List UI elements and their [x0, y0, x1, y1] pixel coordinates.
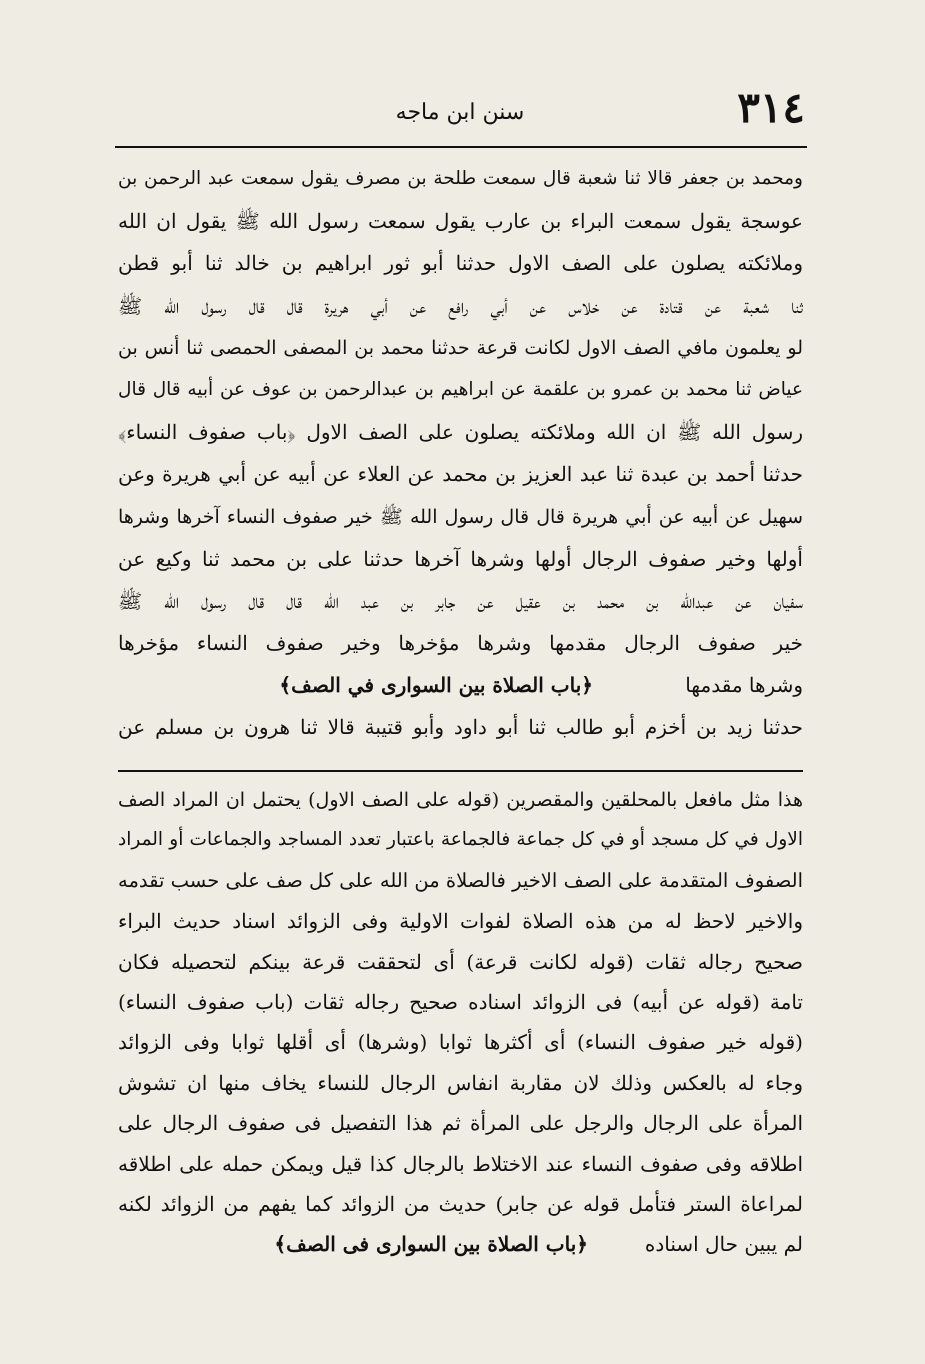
commentary-line: (قوله خير صفوف النساء) أى أكثرها ثوابا (وشرها) أى أقلها ثوابا وفى الزوائد	[118, 1030, 803, 1055]
commentary-line: المرأة على الرجال والرجل على المرأة ثم هذا التفصيل فى صفوف الرجال على	[118, 1111, 803, 1136]
commentary-line: الاول في كل مسجد أو في كل جماعة فالجماعة باعتبار تعدد المساجد والجماعات أو المراد	[118, 829, 803, 851]
main-line: ثنا شعبة عن قتادة عن خلاس عن أبي رافع عن أبي هريرة قال قال رسول الله ﷺ	[118, 293, 803, 318]
main-line: عوسجة يقول سمعت البراء بن عارب يقول سمعت رسول الله ﷺ يقول ان الله	[118, 209, 803, 234]
main-line: حدثنا أحمد بن عبدة ثنا عبد العزيز بن محمد عن العلاء عن أبيه عن أبي هريرة وعن	[118, 462, 803, 487]
main-line: وملائكته يصلون على الصف الاول حدثنا أبو ثور ابراهيم بن خالد ثنا أبو قطن	[118, 251, 803, 276]
chapter-heading: ﴿باب الصلاة بين السوارى في الصف﴾	[279, 673, 593, 698]
commentary-line: وجاء له بالعكس وذلك لان مقاربة انفاس الرجال للنساء يخاف منها ان تشوش	[118, 1070, 803, 1095]
main-line: سهيل عن أبيه عن أبي هريرة قال قال رسول الله ﷺ خير صفوف النساء آخرها وشرها	[118, 505, 803, 528]
main-line: خير صفوف الرجال مقدمها وشرها مؤخرها وخير صفوف النساء مؤخرها	[118, 631, 803, 656]
chapter-heading-line	[118, 664, 803, 706]
main-text	[118, 158, 803, 749]
commentary-line: اطلاقه وفى صفوف النساء عند الاختلاط بالرجال كذا قيل ويمكن حمله على اطلاقه	[118, 1151, 803, 1176]
commentary-chapter-heading: ﴿باب الصلاة بين السوارى فى الصف﴾	[274, 1232, 588, 1257]
commentary-heading-lead: لم يبين حال اسناده	[644, 1232, 803, 1257]
commentary-text	[118, 780, 803, 1265]
commentary-line: هذا مثل مافعل بالمحلقين والمقصرين (قوله على الصف الاول) يحتمل ان المراد الصف	[118, 789, 803, 811]
running-title: سنن ابن ماجه	[395, 100, 525, 125]
commentary-heading-line	[118, 1224, 803, 1264]
heading-lead-text: وشرها مقدمها	[685, 673, 803, 698]
commentary-line: والاخير لاحظ له من هذه الصلاة لفوات الاولية وفى الزوائد اسناد حديث البراء	[118, 909, 803, 934]
main-line: رسول الله ﷺ ان الله وملائكته يصلون على الصف الاول ﴿باب صفوف النساء﴾	[118, 420, 803, 445]
main-line: حدثنا زيد بن أخزم أبو طالب ثنا أبو داود وأبو قتيبة قالا ثنا هرون بن مسلم عن	[118, 715, 803, 740]
main-line: سفيان عن عبدالله بن محمد بن عقيل عن جابر بن عبد الله قال قال رسول الله ﷺ	[118, 588, 803, 613]
header-rule	[115, 146, 807, 148]
commentary-line: لمراعاة الستر فتأمل قوله عن جابر) حديث من الزوائد كما يفهم من الزوائد لكنه	[118, 1191, 803, 1216]
page-header	[115, 83, 805, 146]
page-number: ٣١٤	[737, 83, 805, 132]
footnote-separator	[118, 770, 803, 772]
commentary-line: تامة (قوله عن أبيه) فى الزوائد اسناده صحيح رجاله ثقات (باب صفوف النساء)	[118, 989, 803, 1014]
commentary-line: صحيح رجاله ثقات (قوله لكانت قرعة) أى لتحققت قرعة بينكم لتحصيله فكان	[118, 949, 803, 974]
main-line: لو يعلمون مافي الصف الاول لكانت قرعة حدثنا محمد بن المصفى الحمصى ثنا أنس بن	[118, 336, 803, 359]
main-line: ومحمد بن جعفر قالا ثنا شعبة قال سمعت طلحة بن مصرف يقول سمعت عبد الرحمن بن	[118, 168, 803, 189]
main-line: أولها وخير صفوف الرجال أولها وشرها آخرها حدثنا على بن محمد ثنا وكيع عن	[118, 546, 803, 571]
main-line: عياض ثنا محمد بن عمرو بن علقمة عن ابراهيم بن عبدالرحمن بن عوف عن أبيه قال قال	[118, 378, 803, 400]
commentary-line: الصفوف المتقدمة على الصف الاخير فالصلاة من الله على كل صف على حسب تقدمه	[118, 868, 803, 892]
